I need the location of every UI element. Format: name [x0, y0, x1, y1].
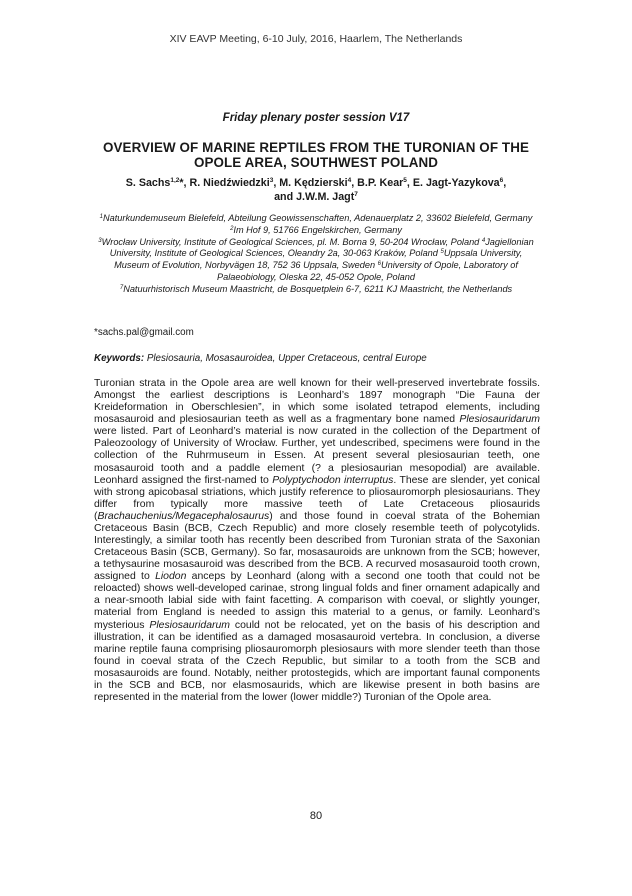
paper-title: OVERVIEW OF MARINE REPTILES FROM THE TURONIAN OF THE OPOLE AREA, SOUTHWEST POLAND [102, 140, 530, 170]
abstract-text: ) and those found in coeval strata of the Bohemian Cretaceous Basin (BCB, Czech Republic) and more closely resemble teeth of polycotylids. Interestingly, a similar tooth has recently been described from Turonian strata of the Saxonian Cretaceous Basin (SCB, Germany). So far, mosasauroids are unknown from the SCB; however, a tethysaurine mosasauroid was described from the BCB. A recurved mosasauroid tooth crown, assigned to [94, 510, 540, 583]
abstract-text: Turonian strata in the Opole area are well known for their well-preserved invertebrate fossils. Amongst the earliest descriptions is Leonhard’s 1897 monograph “Die Fauna der Kreideformation in Oberschlesien”, in which some isolated tetrapod elements, including mosasauroid and plesiosaurian teeth as well as a fragmentary bone named [94, 378, 540, 426]
author: R. Niedźwiedzki$^3$, [189, 177, 280, 189]
author: E. Jagt-Yazykova$^6$, [412, 177, 507, 189]
author: B.P. Kear$^5$, [357, 177, 413, 189]
abstract-text: anceps by Leonhard (along with a second one tooth that could not be reloacted) shows well-developed carinae, strong lingual folds and finer ornament adapically and a near-smooth labial side with faint facetting. A comparison with coeval, or slightly younger, material from England is needed to assign this material to a genus, or family. Leonhard’s mysterious [94, 571, 540, 631]
taxon-name: Plesiosauridarum [149, 619, 230, 631]
abstract-text: could not be relocated, yet on the basis of his description and illustration, it can be identified as a damaged mosasauroid vertebra. In conclusion, a diverse marine reptile fauna comprising pliosauromorph plesiosaurs with more slender teeth than those found in coeval strata of the Czech Republic, but similar to a tooth from the SCB and mosasauroids are found. Notably, neither protostegids, which are important faunal components in the SCB and BCB, nor elasmosaurids, which are likewise present in both basins are represented in the material from the lower (lower middle?) Turonian of the Opole area. [94, 619, 540, 704]
keywords [94, 353, 538, 364]
abstract-text: were listed. Part of Leonhard’s material is now curated in the collection of the Department of Paleozoology of University of Wrocław. Further, yet undescribed, specimens were found in the collection of the Ruhrmuseum in Essen. At present several plesiosaurian teeth, one mosasauroid tooth and a paddle element (? a plesiosaurian mesopodial) are available. Leonhard assigned the first-named to [94, 426, 540, 486]
affiliation: $^1$Naturkundemuseum Bielefeld, Abteilung Geowissenschaften, Adenauerplatz 2, 33602 Bielefeld, Germany [99, 213, 533, 223]
abstract-text: . These are slender, yet conical with strong apicobasal striations, which justify reference to pliosauromorph plesiosaurians. They differ from typically more massive teeth of Late Cretaceous pliosaurids ( [94, 474, 541, 522]
affiliation: $^3$Wrocław University, Institute of Geological Sciences, pl. M. Borna 9, 50-204 Wrocław, Poland [98, 236, 480, 247]
affiliation: $^7$Natuurhistorisch Museum Maastricht, de Bosquetplein 6-7, 6211 KJ Maastricht, the Netherlands [119, 283, 513, 294]
session-label: Friday plenary poster session V17 [222, 112, 410, 124]
taxon-name: Liodon [155, 571, 187, 583]
taxon-name: Plesiosauridarum [459, 414, 540, 426]
taxon-name: Brachauchenius/Megacephalosaurus [97, 510, 270, 522]
page-number: 80 [309, 810, 323, 822]
keywords-label: Keywords: [94, 353, 145, 364]
author-list [92, 176, 540, 204]
contact-email[interactable]: *sachs.pal@gmail.com [94, 327, 194, 338]
affiliations [92, 213, 540, 296]
author: and J.W.M. Jagt$^7$ [274, 191, 358, 203]
affiliation: $^2$Im Hof 9, 51766 Engelskirchen, Germany [230, 224, 402, 235]
abstract-body [94, 378, 540, 704]
keywords-text: Plesiosauria, Mosasauroidea, Upper Cretaceous, central Europe [146, 353, 427, 364]
taxon-name: Polyptychodon interruptus [272, 474, 394, 486]
affiliation: $^6$University of Opole, Laboratory of Palaeobiology, Oleska 22, 45-052 Opole, Poland [216, 260, 518, 282]
author: S. Sachs$^{1,2}$*, [125, 177, 190, 189]
affiliation: $^5$Uppsala University, Museum of Evolution, Norbyvägen 18, 752 36 Uppsala, Sweden [114, 248, 523, 271]
running-header: XIV EAVP Meeting, 6-10 July, 2016, Haarlem, The Netherlands [169, 33, 463, 45]
author: M. Kędzierski$^4$, [279, 177, 358, 189]
affiliation: $^4$Jagiellonian University, Institute of Geological Sciences, Oleandry 2a, 30-063 Kraków, Poland [109, 236, 534, 259]
